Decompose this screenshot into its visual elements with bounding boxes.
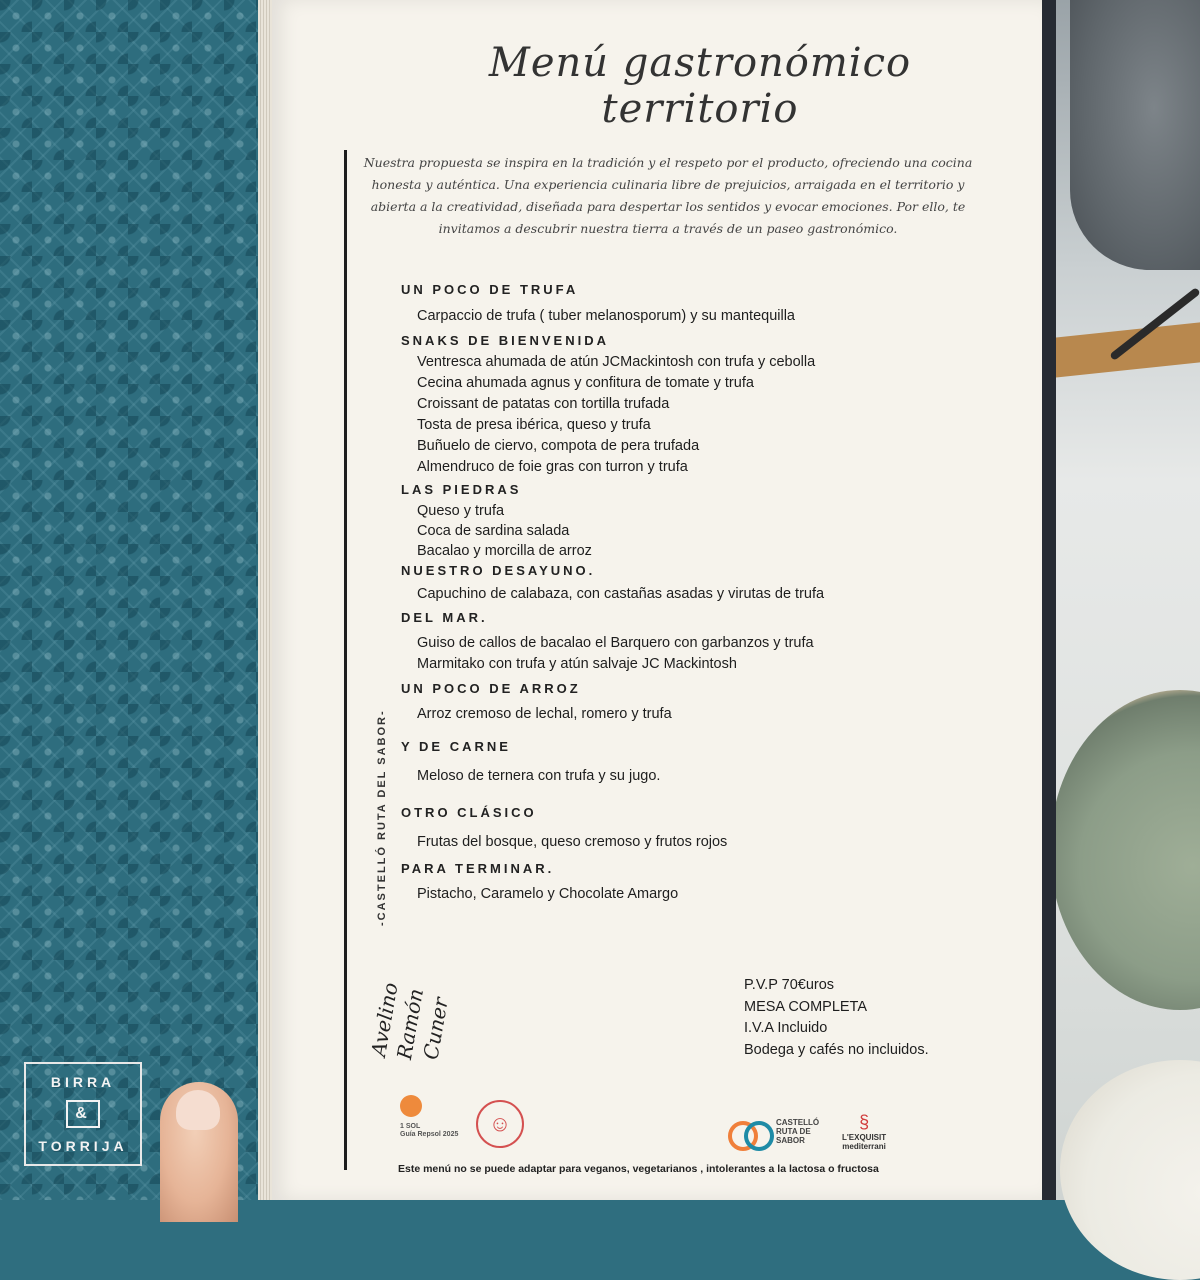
menu-item: Meloso de ternera con trufa y su jugo. bbox=[417, 768, 661, 784]
diner-arm bbox=[1070, 0, 1200, 270]
menu-section bbox=[395, 610, 995, 675]
price-block bbox=[744, 975, 929, 1061]
menu-section bbox=[395, 282, 995, 327]
section-title: Y DE CARNE bbox=[401, 739, 511, 754]
signature-line: Avelino Ramón bbox=[366, 980, 429, 1062]
section-title: DEL MAR. bbox=[401, 610, 488, 625]
sun-icon bbox=[400, 1095, 422, 1117]
price-line: Bodega y cafés no incluidos. bbox=[744, 1041, 929, 1058]
price-line: P.V.P 70€uros bbox=[744, 977, 835, 993]
section-title: SNAKS DE BIENVENIDA bbox=[401, 333, 609, 348]
menu-item: Pistacho, Caramelo y Chocolate Amargo bbox=[417, 886, 679, 902]
michelin-icon: ☺ bbox=[488, 1111, 512, 1136]
castello-text bbox=[776, 1118, 819, 1145]
section-title: NUESTRO DESAYUNO. bbox=[401, 563, 596, 578]
vertical-tagline: -CASTELLÓ RUTA DEL SABOR- bbox=[376, 709, 388, 926]
logo-text: CASTELLÓ bbox=[776, 1118, 820, 1127]
castello-icon bbox=[728, 1121, 770, 1143]
watermark-text: TORRIJA bbox=[38, 1138, 128, 1154]
menu-intro: Nuestra propuesta se inspira en la tradición y el respeto por el producto, ofreciendo una cocina honesta y auténtica. Una experiencia culinaria libre de prejuicios, arraigada en el territorio y abierta a la creatividad, diseñada para despertar los sentidos y evocar emociones. Por ello, te invitamos a descubrir nuestra tierra a través de un paseo gastronómico. bbox=[363, 155, 973, 236]
divider-line bbox=[344, 150, 347, 1170]
dietary-note: Este menú no se puede adaptar para veganos, vegetarianos , intolerantes a la lactosa o fructosa bbox=[398, 1163, 879, 1175]
menu-item: Croissant de patatas con tortilla trufada bbox=[417, 396, 670, 412]
menu-item: Bacalao y morcilla de arroz bbox=[417, 543, 592, 559]
section-title: UN POCO DE ARROZ bbox=[401, 681, 581, 696]
section-title: OTRO CLÁSICO bbox=[401, 805, 537, 820]
logo-text: mediterrani bbox=[842, 1142, 886, 1151]
repsol-sun-logo bbox=[400, 1095, 458, 1139]
menu-item: Guiso de callos de bacalao el Barquero con garbanzos y trufa bbox=[417, 635, 814, 651]
menu-item: Marmitako con trufa y atún salvaje JC Mackintosh bbox=[417, 656, 737, 672]
menu-section bbox=[395, 681, 995, 725]
exquisit-icon: § bbox=[859, 1112, 870, 1132]
section-title: PARA TERMINAR. bbox=[401, 861, 555, 876]
logo-text: RUTA DE bbox=[776, 1127, 811, 1136]
menu-section bbox=[395, 563, 995, 605]
menu-title: Menú gastronómico territorio bbox=[488, 40, 912, 132]
watermark-text: BIRRA bbox=[50, 1074, 116, 1090]
logo-text: Guía Repsol 2025 bbox=[400, 1131, 459, 1138]
menu-item: Cecina ahumada agnus y confitura de tomate y trufa bbox=[417, 375, 754, 391]
price-line: I.V.A Incluido bbox=[744, 1020, 828, 1036]
menu-section bbox=[395, 861, 995, 905]
menu-item: Tosta de presa ibérica, queso y trufa bbox=[417, 417, 651, 433]
menu-item: Capuchino de calabaza, con castañas asadas y virutas de trufa bbox=[417, 586, 825, 602]
menu-item: Queso y trufa bbox=[417, 503, 505, 519]
menu-section bbox=[395, 482, 995, 561]
section-title: UN POCO DE TRUFA bbox=[401, 282, 579, 297]
logo-text: L'EXQUISIT bbox=[842, 1133, 887, 1142]
logo-text: 1 SOL bbox=[400, 1123, 421, 1130]
castello-ruta-logo bbox=[728, 1118, 819, 1145]
watermark bbox=[24, 1062, 142, 1166]
menu-section bbox=[395, 805, 995, 853]
menu-item: Buñuelo de ciervo, compota de pera trufada bbox=[417, 438, 700, 454]
exquisit-logo bbox=[842, 1112, 886, 1151]
menu-item: Coca de sardina salada bbox=[417, 523, 570, 539]
section-title: LAS PIEDRAS bbox=[401, 482, 522, 497]
thumbnail bbox=[176, 1090, 220, 1130]
menu-binder bbox=[1042, 0, 1056, 1200]
menu-item: Arroz cremoso de lechal, romero y trufa bbox=[417, 706, 672, 722]
menu-item: Ventresca ahumada de atún JCMackintosh con trufa y cebolla bbox=[417, 354, 816, 370]
menu-section bbox=[395, 739, 995, 787]
signature-line: Cuner bbox=[418, 995, 453, 1062]
menu-list bbox=[395, 282, 995, 905]
menu-item: Carpaccio de trufa ( tuber melanosporum) y su mantequilla bbox=[417, 308, 795, 324]
michelin-logo bbox=[476, 1100, 524, 1148]
menu-item: Frutas del bosque, queso cremoso y frutos rojos bbox=[417, 834, 728, 850]
menu-item: Almendruco de foie gras con turron y trufa bbox=[417, 459, 688, 475]
logo-text: SABOR bbox=[776, 1136, 805, 1145]
tablecloth bbox=[0, 0, 290, 1200]
price-line: MESA COMPLETA bbox=[744, 998, 868, 1015]
menu-section bbox=[395, 333, 995, 478]
watermark-text: & bbox=[66, 1100, 100, 1128]
